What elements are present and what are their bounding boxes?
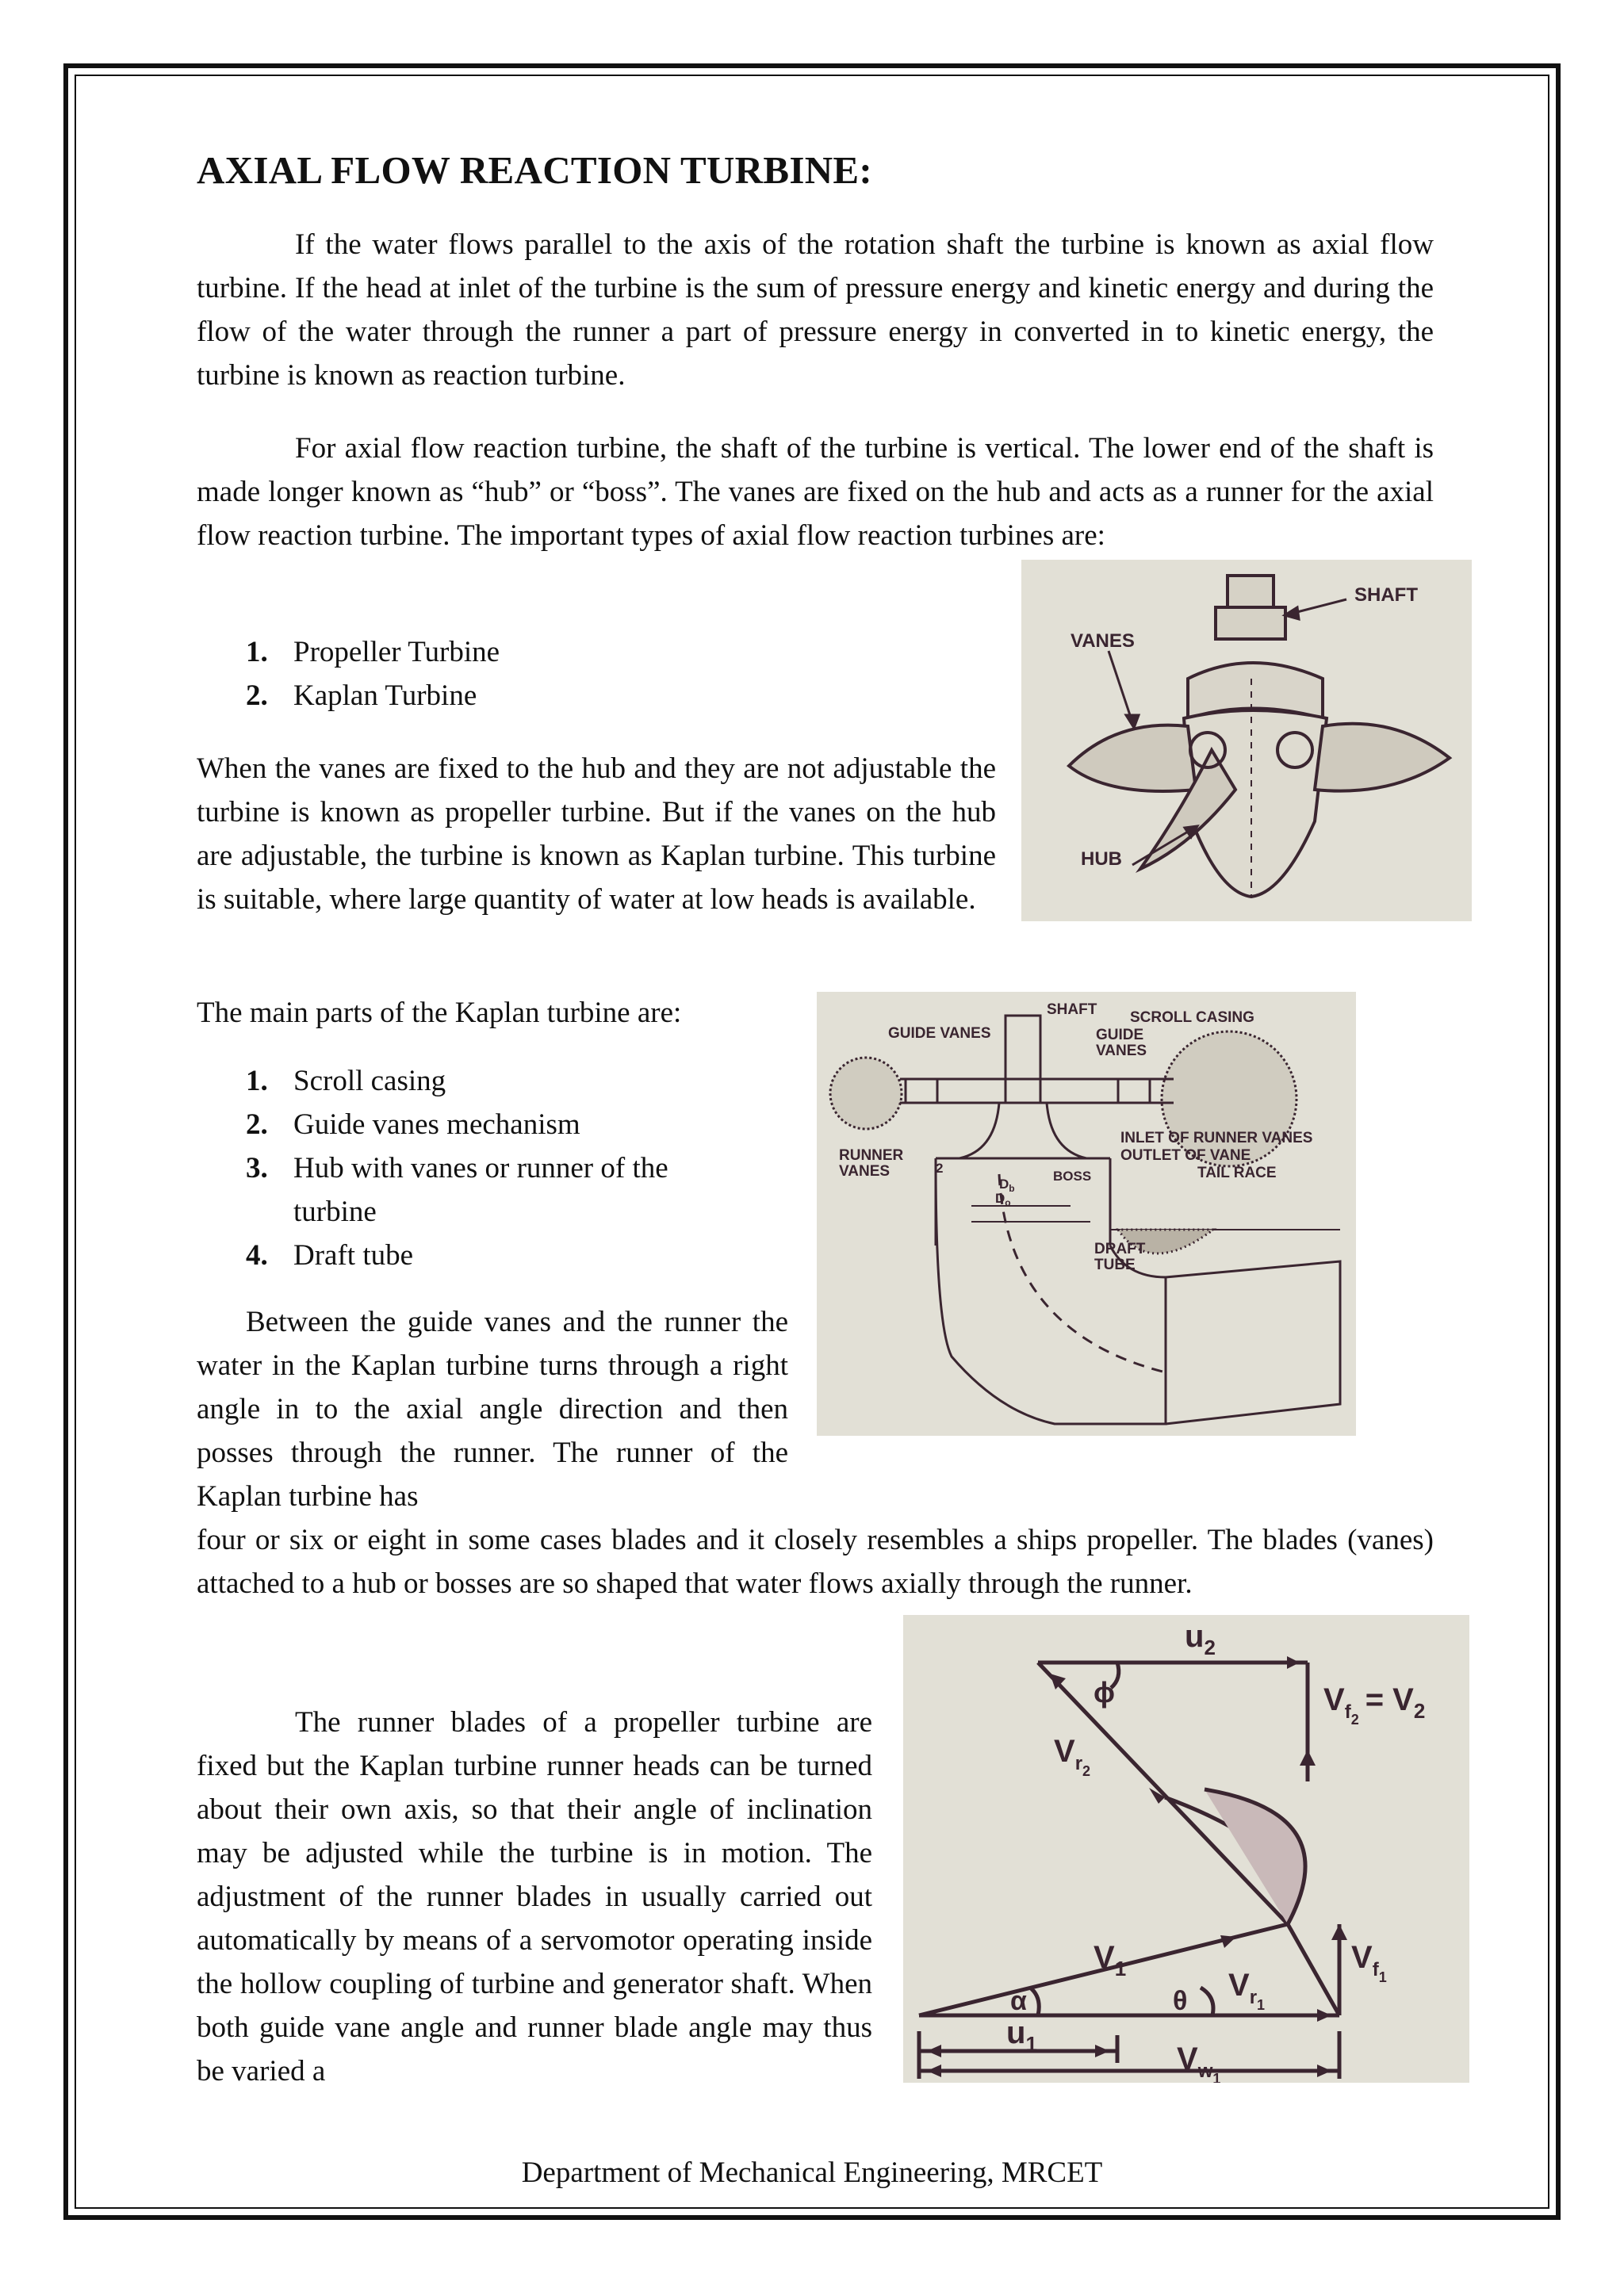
paragraph-water-turns: Between the guide vanes and the runner the water in the Kaplan turbine turns through a right angle in to the axial angle direction and then posses through the runner. The runner of the Kaplan turbine has (197, 1306, 788, 1513)
tail-race-label: TAIL RACE (1197, 1165, 1277, 1181)
svg-text:Vf1: $V_{f1}$ (1351, 1940, 1387, 1985)
vw1-label: V (1177, 2042, 1198, 2076)
theta-label: θ (1173, 1986, 1188, 2016)
inlet-runner-vanes-label: INLET OF RUNNER VANES (1120, 1130, 1313, 1146)
paragraph-blades-shape: four or six or eight in some cases blades and it closely resembles a ships propeller. The blades (vanes) attached to a hub or bosses are so shaped that water flows axially through the runner. (197, 1524, 1434, 1600)
list-item: 1. Propeller Turbine (246, 636, 500, 668)
svg-text:Do: $D_o$ (995, 1191, 1011, 1208)
vf1-label: V (1351, 1940, 1373, 1975)
alpha-label: α (1010, 1986, 1027, 2016)
draft-tube-label-2: TUBE (1094, 1257, 1136, 1273)
hub-label: HUB (1081, 848, 1122, 870)
do-label: D (995, 1191, 1005, 1206)
list-item: 2. Kaplan Turbine (246, 679, 477, 712)
v1-label: V (1094, 1940, 1115, 1975)
kaplan-turbine-drawing (817, 992, 1356, 1436)
svg-text:Vr2: $V_{r2}$ (1054, 1734, 1091, 1779)
boss-label: BOSS (1053, 1169, 1092, 1184)
propeller-runner-figure (1021, 560, 1472, 921)
list-item: 4. Draft tube (246, 1239, 414, 1272)
paragraph-shaft-hub-description: For axial flow reaction turbine, the shaft of the turbine is vertical. The lower end of the shaft is made longer known as “hub” or “boss”. The vanes are fixed on the hub and acts as a runner for the axial flow reaction turbine. The important types of axial flow reaction turbines are: (197, 432, 1434, 552)
svg-text:u2: $u_2$ (1185, 1619, 1216, 1659)
parts-intro: The main parts of the Kaplan turbine are: (197, 997, 682, 1029)
guide-vanes-left-label: GUIDE VANES (888, 1025, 991, 1042)
list-item: 2. Guide vanes mechanism (246, 1108, 580, 1141)
guide-vanes-right-label-2: VANES (1096, 1043, 1147, 1059)
u2-label: u (1185, 1619, 1205, 1654)
scroll-casing-label: SCROLL CASING (1130, 1009, 1254, 1026)
velocity-triangles-figure (903, 1615, 1469, 2083)
vr2-label: V (1054, 1734, 1075, 1769)
kaplan-turbine-section-figure (817, 992, 1356, 1436)
svg-text:Vr1: $V_{r1}$ (1228, 1968, 1266, 2013)
turbine-types-list (246, 630, 959, 718)
vf2-label: V (1323, 1682, 1345, 1717)
outlet-vane-label: OUTLET OF VANE (1120, 1147, 1251, 1164)
guide-vanes-right-label-1: GUIDE (1096, 1027, 1144, 1043)
shaft-label: SHAFT (1354, 584, 1418, 606)
svg-text:u1: $u_1$ (1006, 2015, 1037, 2056)
page-footer: Department of Mechanical Engineering, MRCET (521, 2156, 1103, 2189)
vr1-label: V (1228, 1968, 1250, 2003)
kaplan-parts-list (246, 1059, 745, 1277)
svg-text:Db: $D_b$ (999, 1177, 1015, 1194)
u1-label: u (1006, 2015, 1026, 2050)
vanes-label: VANES (1071, 630, 1135, 652)
velocity-triangles-drawing (903, 1615, 1469, 2083)
paragraph-propeller-vs-kaplan: When the vanes are fixed to the hub and they are not adjustable the turbine is known as propeller turbine. But if the vanes on the hub are adjustable, the turbine is known as Kaplan turbine. This turbine is suitable, where large quantity of water at low heads is available. (197, 752, 996, 916)
runner-vanes-label-2: VANES (839, 1163, 891, 1180)
paragraph-axial-flow-definition: If the water flows parallel to the axis of the rotation shaft the turbine is known as axial flow turbine. If the head at inlet of the turbine is the sum of pressure energy and kinetic energy and during the flow of the water through the runner a part of pressure energy in converted in to kinetic energy, the turbine is known as reaction turbine. (197, 228, 1434, 392)
paragraph-runner-adjustment: The runner blades of a propeller turbine are fixed but the Kaplan turbine runner heads can be turned about their own axis, so that their angle of inclination may be adjusted while the turbine is in motion. The adjustment of the runner blades in usually carried out automatically by means of a servomotor operating inside the hollow coupling of turbine and generator shaft. When both guide vane angle and runner blade angle may thus be varied a (197, 1706, 872, 2087)
svg-text:Vw1: $V_{w1}$ (1177, 2042, 1221, 2083)
svg-text:Vf2= V2: $V_{f2}= V_2$ (1323, 1682, 1426, 1728)
fig2-shaft-label: SHAFT (1047, 1001, 1097, 1018)
page-title: AXIAL FLOW REACTION TURBINE: (197, 148, 872, 192)
runner-vanes-label-1: RUNNER (839, 1147, 904, 1164)
db-label: D (999, 1177, 1009, 1192)
svg-text:V1: $V_1$ (1094, 1940, 1127, 1980)
propeller-runner-drawing (1021, 560, 1472, 921)
list-item: 1. Scroll casing (246, 1065, 446, 1097)
phi-label: ϕ (1094, 1676, 1115, 1709)
list-item: 3. Hub with vanes or runner of the turbine (246, 1152, 668, 1228)
section-2-label: 2 (936, 1161, 944, 1176)
draft-tube-label-1: DRAFT (1094, 1241, 1146, 1257)
